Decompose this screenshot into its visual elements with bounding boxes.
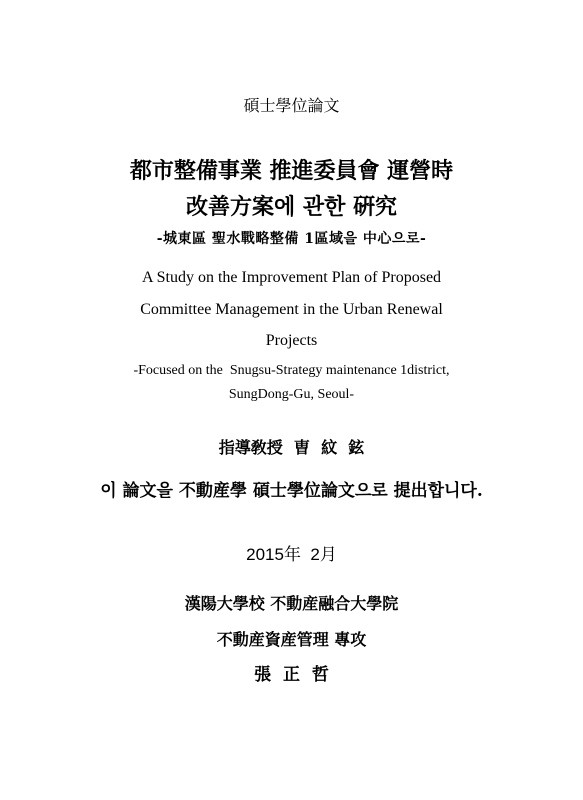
english-subtitle-line1: -Focused on the Snugsu-Strategy maintenance 1district, [133,363,450,378]
english-title-line3: Projects [265,332,318,349]
english-subtitle-line2: SungDong-Gu, Seoul- [228,387,355,402]
degree-type: 碩士學位論文 [243,96,340,115]
korean-title-line2: 改善方案에 관한 硏究 [185,194,398,220]
english-title-line1: A Study on the Improvement Plan of Proposed [141,269,442,286]
korean-title-line1: 都市整備事業 推進委員會 運營時 [129,158,454,184]
english-title-line2: Committee Management in the Urban Renewal [140,301,443,318]
submission-date: 2015年 2月 [246,545,337,564]
graduate-school: 漢陽大學校 不動産融合大學院 [184,594,399,613]
department-major: 不動産資産管理 專攻 [216,630,367,649]
korean-subtitle: -城東區 聖水戰略整備 1區域을 中心으로- [156,231,427,247]
submission-statement: 이 論文을 不動産學 碩士學位論文으로 提出합니다. [100,481,483,501]
author-name: 張 正 哲 [254,665,329,685]
advisor-name: 指導敎授 曺 紋 鉉 [218,438,365,457]
